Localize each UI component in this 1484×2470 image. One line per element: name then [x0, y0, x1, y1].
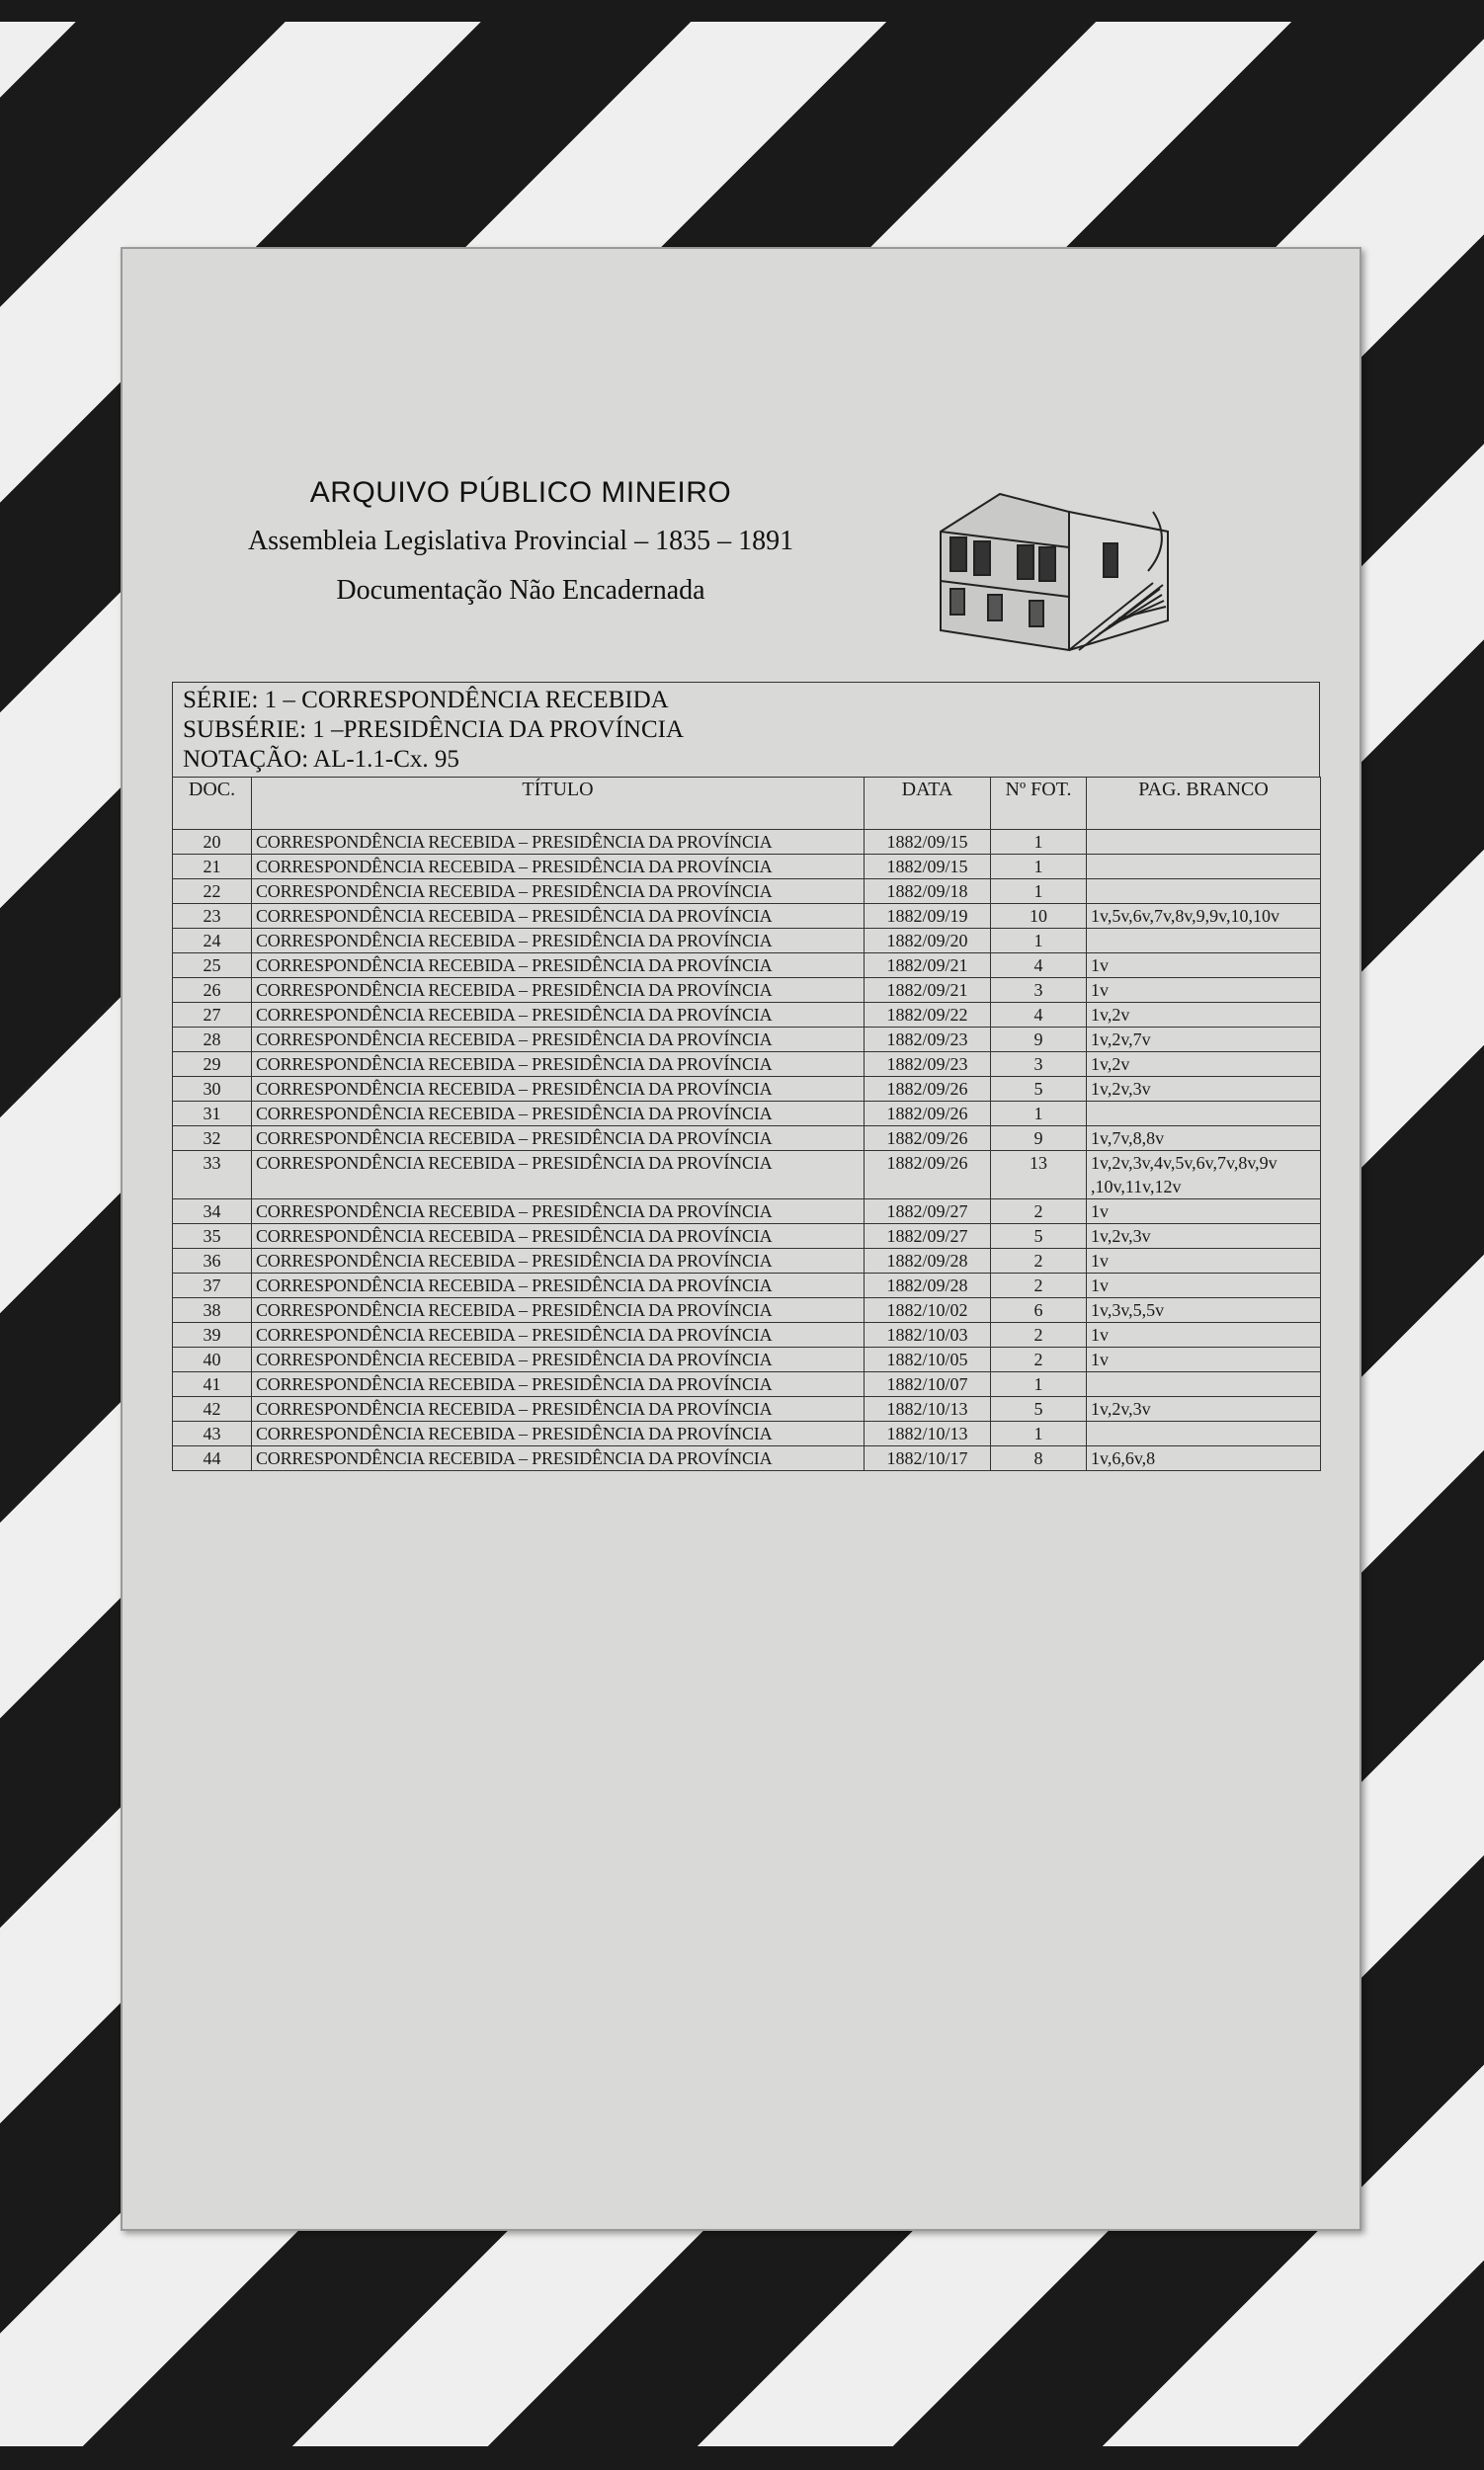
cell-fot: 1 — [991, 855, 1087, 879]
cell-pag-branco: 1v,5v,6v,7v,8v,9,9v,10,10v — [1087, 904, 1321, 929]
cell-titulo: CORRESPONDÊNCIA RECEBIDA – PRESIDÊNCIA DA PROVÍNCIA — [252, 1077, 865, 1102]
document-header — [121, 247, 1361, 682]
cell-data: 1882/09/28 — [865, 1249, 991, 1274]
cell-data: 1882/09/21 — [865, 978, 991, 1003]
cell-pag-branco — [1087, 1372, 1321, 1397]
cell-doc: 25 — [173, 953, 252, 978]
table-row — [173, 1077, 1321, 1102]
cell-pag-branco: 1v — [1087, 953, 1321, 978]
cell-data: 1882/10/13 — [865, 1397, 991, 1422]
cell-fot: 5 — [991, 1397, 1087, 1422]
cell-titulo: CORRESPONDÊNCIA RECEBIDA – PRESIDÊNCIA DA PROVÍNCIA — [252, 1199, 865, 1224]
series-info-box — [172, 682, 1320, 778]
cell-pag-branco — [1087, 855, 1321, 879]
cell-doc: 21 — [173, 855, 252, 879]
col-header-data: DATA — [865, 778, 991, 830]
cell-fot: 13 — [991, 1151, 1087, 1199]
cell-titulo: CORRESPONDÊNCIA RECEBIDA – PRESIDÊNCIA DA PROVÍNCIA — [252, 1028, 865, 1052]
cell-data: 1882/09/23 — [865, 1028, 991, 1052]
cell-pag-branco: 1v,2v,3v — [1087, 1077, 1321, 1102]
cell-pag-branco: 1v,2v,3v,4v,5v,6v,7v,8v,9v ,10v,11v,12v — [1087, 1151, 1321, 1199]
cell-doc: 32 — [173, 1126, 252, 1151]
cell-titulo: CORRESPONDÊNCIA RECEBIDA – PRESIDÊNCIA DA PROVÍNCIA — [252, 1422, 865, 1446]
table-row — [173, 1151, 1321, 1199]
cell-pag-branco: 1v — [1087, 1199, 1321, 1224]
cell-data: 1882/09/20 — [865, 929, 991, 953]
cell-titulo: CORRESPONDÊNCIA RECEBIDA – PRESIDÊNCIA DA PROVÍNCIA — [252, 1323, 865, 1348]
cell-pag-branco: 1v,6,6v,8 — [1087, 1446, 1321, 1471]
subserie-label: SUBSÉRIE: 1 –PRESIDÊNCIA DA PROVÍNCIA — [183, 716, 685, 743]
col-header-doc: DOC. — [173, 778, 252, 830]
cell-titulo: CORRESPONDÊNCIA RECEBIDA – PRESIDÊNCIA DA PROVÍNCIA — [252, 1446, 865, 1471]
cell-fot: 3 — [991, 978, 1087, 1003]
cell-titulo: CORRESPONDÊNCIA RECEBIDA – PRESIDÊNCIA DA PROVÍNCIA — [252, 1003, 865, 1028]
cell-data: 1882/09/26 — [865, 1077, 991, 1102]
cell-doc: 33 — [173, 1151, 252, 1199]
cell-data: 1882/09/21 — [865, 953, 991, 978]
cell-data: 1882/09/15 — [865, 830, 991, 855]
cell-doc: 35 — [173, 1224, 252, 1249]
cell-titulo: CORRESPONDÊNCIA RECEBIDA – PRESIDÊNCIA DA PROVÍNCIA — [252, 1249, 865, 1274]
cell-doc: 36 — [173, 1249, 252, 1274]
cell-data: 1882/10/05 — [865, 1348, 991, 1372]
cell-titulo: CORRESPONDÊNCIA RECEBIDA – PRESIDÊNCIA DA PROVÍNCIA — [252, 978, 865, 1003]
cell-doc: 30 — [173, 1077, 252, 1102]
scanner-bottom-band — [0, 2446, 1484, 2470]
cell-doc: 29 — [173, 1052, 252, 1077]
cell-fot: 5 — [991, 1224, 1087, 1249]
cell-data: 1882/10/03 — [865, 1323, 991, 1348]
cell-pag-branco: 1v — [1087, 1323, 1321, 1348]
cell-fot: 4 — [991, 953, 1087, 978]
cell-doc: 37 — [173, 1274, 252, 1298]
table-row — [173, 1274, 1321, 1298]
cell-doc: 31 — [173, 1102, 252, 1126]
serie-label: SÉRIE: 1 – CORRESPONDÊNCIA RECEBIDA — [183, 687, 669, 713]
cell-doc: 41 — [173, 1372, 252, 1397]
cell-pag-branco: 1v,2v,3v — [1087, 1397, 1321, 1422]
table-row — [173, 1298, 1321, 1323]
cell-pag-branco: 1v,2v — [1087, 1003, 1321, 1028]
table-row — [173, 1028, 1321, 1052]
cell-doc: 26 — [173, 978, 252, 1003]
cell-doc: 20 — [173, 830, 252, 855]
cell-fot: 1 — [991, 1102, 1087, 1126]
table-row — [173, 1102, 1321, 1126]
col-header-titulo: TÍTULO — [252, 778, 865, 830]
cell-titulo: CORRESPONDÊNCIA RECEBIDA – PRESIDÊNCIA DA PROVÍNCIA — [252, 1224, 865, 1249]
cell-fot: 2 — [991, 1348, 1087, 1372]
cell-pag-branco: 1v,2v,3v — [1087, 1224, 1321, 1249]
cell-titulo: CORRESPONDÊNCIA RECEBIDA – PRESIDÊNCIA DA PROVÍNCIA — [252, 953, 865, 978]
cell-doc: 38 — [173, 1298, 252, 1323]
cell-fot: 2 — [991, 1249, 1087, 1274]
cell-data: 1882/09/18 — [865, 879, 991, 904]
cell-doc: 40 — [173, 1348, 252, 1372]
table-row — [173, 1348, 1321, 1372]
table-row — [173, 1446, 1321, 1471]
cell-titulo: CORRESPONDÊNCIA RECEBIDA – PRESIDÊNCIA DA PROVÍNCIA — [252, 1298, 865, 1323]
table-row — [173, 1422, 1321, 1446]
cell-pag-branco — [1087, 830, 1321, 855]
cell-pag-branco: 1v,7v,8,8v — [1087, 1126, 1321, 1151]
col-header-fot: Nº FOT. — [991, 778, 1087, 830]
cell-data: 1882/10/07 — [865, 1372, 991, 1397]
cell-titulo: CORRESPONDÊNCIA RECEBIDA – PRESIDÊNCIA DA PROVÍNCIA — [252, 929, 865, 953]
cell-pag-branco: 1v,3v,5,5v — [1087, 1298, 1321, 1323]
cell-data: 1882/10/13 — [865, 1422, 991, 1446]
cell-data: 1882/09/26 — [865, 1151, 991, 1199]
cell-fot: 8 — [991, 1446, 1087, 1471]
cell-titulo: CORRESPONDÊNCIA RECEBIDA – PRESIDÊNCIA DA PROVÍNCIA — [252, 879, 865, 904]
cell-data: 1882/10/17 — [865, 1446, 991, 1471]
col-header-pag-branco: PAG. BRANCO — [1087, 778, 1321, 830]
cell-doc: 23 — [173, 904, 252, 929]
cell-data: 1882/09/27 — [865, 1199, 991, 1224]
org-title: ARQUIVO PÚBLICO MINEIRO — [309, 476, 732, 509]
table-row — [173, 978, 1321, 1003]
cell-doc: 39 — [173, 1323, 252, 1348]
cell-data: 1882/10/02 — [865, 1298, 991, 1323]
cell-fot: 9 — [991, 1028, 1087, 1052]
cell-pag-branco — [1087, 1422, 1321, 1446]
table-row — [173, 1052, 1321, 1077]
table-row — [173, 1397, 1321, 1422]
table-header-row — [173, 778, 1321, 830]
cell-fot: 1 — [991, 830, 1087, 855]
table-row — [173, 1224, 1321, 1249]
cell-fot: 2 — [991, 1274, 1087, 1298]
building-illustration-icon — [931, 472, 1178, 660]
cell-titulo: CORRESPONDÊNCIA RECEBIDA – PRESIDÊNCIA DA PROVÍNCIA — [252, 1274, 865, 1298]
cell-fot: 2 — [991, 1323, 1087, 1348]
scanner-top-band — [0, 0, 1484, 22]
table-row — [173, 855, 1321, 879]
cell-fot: 2 — [991, 1199, 1087, 1224]
cell-pag-branco: 1v — [1087, 1274, 1321, 1298]
cell-fot: 1 — [991, 1372, 1087, 1397]
cell-fot: 9 — [991, 1126, 1087, 1151]
table-row — [173, 1372, 1321, 1397]
cell-fot: 3 — [991, 1052, 1087, 1077]
cell-pag-branco — [1087, 879, 1321, 904]
cell-data: 1882/09/15 — [865, 855, 991, 879]
table-row — [173, 1249, 1321, 1274]
cell-pag-branco: 1v,2v — [1087, 1052, 1321, 1077]
table-row — [173, 1126, 1321, 1151]
cell-doc: 24 — [173, 929, 252, 953]
document-page — [121, 247, 1361, 2231]
cell-titulo: CORRESPONDÊNCIA RECEBIDA – PRESIDÊNCIA DA PROVÍNCIA — [252, 1397, 865, 1422]
cell-fot: 1 — [991, 1422, 1087, 1446]
cell-titulo: CORRESPONDÊNCIA RECEBIDA – PRESIDÊNCIA DA PROVÍNCIA — [252, 1126, 865, 1151]
inventory-table — [172, 777, 1321, 1471]
cell-doc: 28 — [173, 1028, 252, 1052]
cell-titulo: CORRESPONDÊNCIA RECEBIDA – PRESIDÊNCIA DA PROVÍNCIA — [252, 1348, 865, 1372]
cell-titulo: CORRESPONDÊNCIA RECEBIDA – PRESIDÊNCIA DA PROVÍNCIA — [252, 1151, 865, 1199]
cell-data: 1882/09/23 — [865, 1052, 991, 1077]
cell-pag-branco — [1087, 1102, 1321, 1126]
cell-fot: 1 — [991, 879, 1087, 904]
cell-titulo: CORRESPONDÊNCIA RECEBIDA – PRESIDÊNCIA DA PROVÍNCIA — [252, 1372, 865, 1397]
cell-fot: 5 — [991, 1077, 1087, 1102]
cell-data: 1882/09/22 — [865, 1003, 991, 1028]
notacao-label: NOTAÇÃO: AL-1.1-Cx. 95 — [183, 746, 459, 773]
cell-titulo: CORRESPONDÊNCIA RECEBIDA – PRESIDÊNCIA DA PROVÍNCIA — [252, 904, 865, 929]
table-row — [173, 1003, 1321, 1028]
cell-titulo: CORRESPONDÊNCIA RECEBIDA – PRESIDÊNCIA DA PROVÍNCIA — [252, 855, 865, 879]
cell-pag-branco: 1v — [1087, 1348, 1321, 1372]
cell-titulo: CORRESPONDÊNCIA RECEBIDA – PRESIDÊNCIA DA PROVÍNCIA — [252, 1102, 865, 1126]
cell-doc: 34 — [173, 1199, 252, 1224]
table-row — [173, 1323, 1321, 1348]
cell-doc: 27 — [173, 1003, 252, 1028]
cell-titulo: CORRESPONDÊNCIA RECEBIDA – PRESIDÊNCIA DA PROVÍNCIA — [252, 830, 865, 855]
cell-doc: 22 — [173, 879, 252, 904]
cell-titulo: CORRESPONDÊNCIA RECEBIDA – PRESIDÊNCIA DA PROVÍNCIA — [252, 1052, 865, 1077]
cell-fot: 6 — [991, 1298, 1087, 1323]
cell-data: 1882/09/28 — [865, 1274, 991, 1298]
table-row — [173, 1199, 1321, 1224]
cell-doc: 44 — [173, 1446, 252, 1471]
cell-doc: 43 — [173, 1422, 252, 1446]
cell-data: 1882/09/27 — [865, 1224, 991, 1249]
cell-data: 1882/09/19 — [865, 904, 991, 929]
collection-title: Assembleia Legislativa Provincial – 1835 – 1891 — [247, 526, 794, 556]
cell-fot: 10 — [991, 904, 1087, 929]
collection-subtitle: Documentação Não Encadernada — [336, 575, 705, 606]
cell-doc: 42 — [173, 1397, 252, 1422]
table-row — [173, 830, 1321, 855]
table-row — [173, 904, 1321, 929]
cell-pag-branco — [1087, 929, 1321, 953]
cell-data: 1882/09/26 — [865, 1126, 991, 1151]
table-row — [173, 929, 1321, 953]
cell-fot: 1 — [991, 929, 1087, 953]
table-row — [173, 879, 1321, 904]
cell-pag-branco: 1v — [1087, 1249, 1321, 1274]
cell-pag-branco: 1v,2v,7v — [1087, 1028, 1321, 1052]
cell-pag-branco: 1v — [1087, 978, 1321, 1003]
cell-data: 1882/09/26 — [865, 1102, 991, 1126]
table-row — [173, 953, 1321, 978]
cell-fot: 4 — [991, 1003, 1087, 1028]
